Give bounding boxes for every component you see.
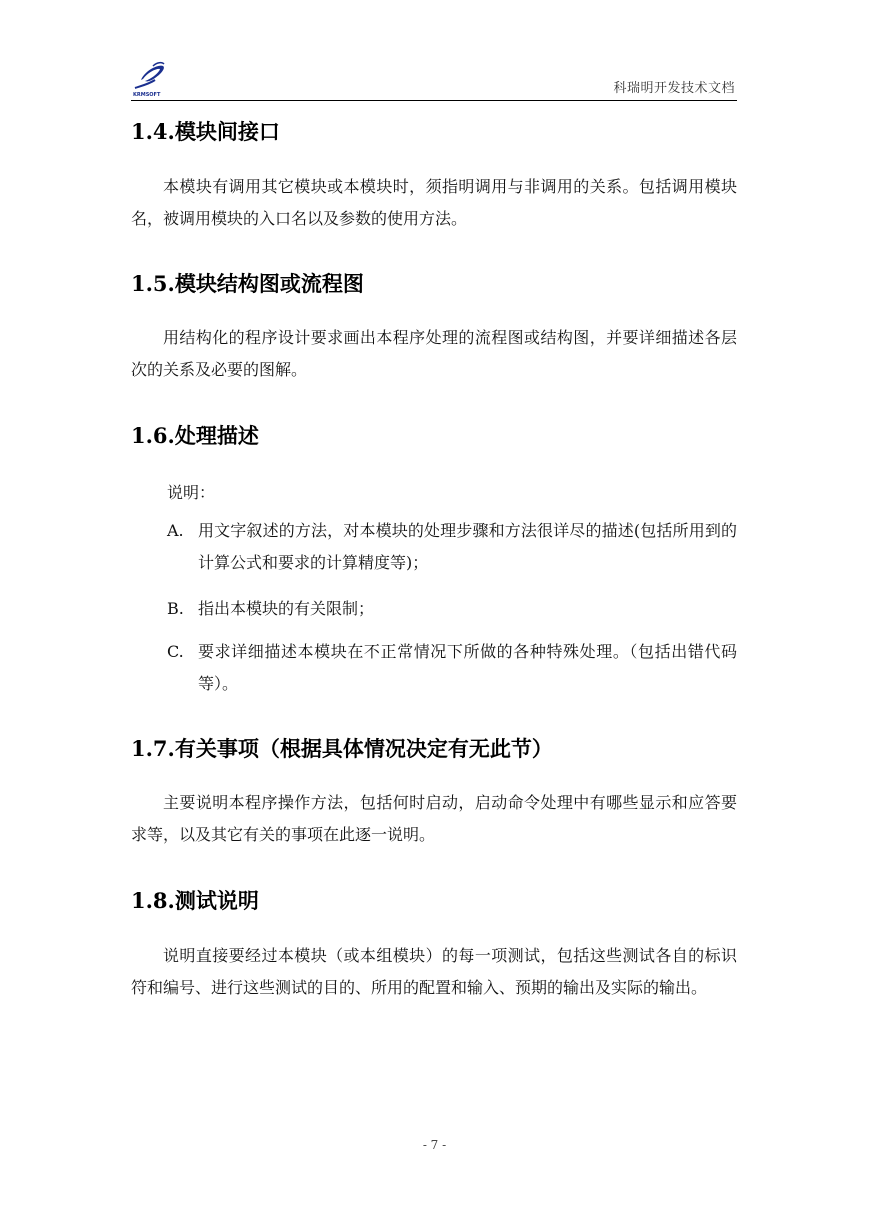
paragraph-1-7: 主要说明本程序操作方法，包括何时启动，启动命令处理中有哪些显示和应答要求等，以及其它有关的事项在此逐一说明。 xyxy=(131,793,737,844)
paragraph-1-5: 用结构化的程序设计要求画出本程序处理的流程图或结构图，并要详细描述各层次的关系及必要的图解。 xyxy=(131,328,737,379)
paragraph-1-8: 说明直接要经过本模块（或本组模块）的每一项测试，包括这些测试各自的标识符和编号、进行这些测试的目的、所用的配置和输入、预期的输出及实际的输出。 xyxy=(131,946,737,997)
page-number: - 7 - xyxy=(422,1138,447,1152)
heading-1-5: 1.5.模块结构图或流程图 xyxy=(131,271,364,296)
paragraph-1-4: 本模块有调用其它模块或本模块时，须指明调用与非调用的关系。包括调用模块名，被调用模块的入口名以及参数的使用方法。 xyxy=(131,177,737,228)
list-marker: B. xyxy=(167,599,184,618)
note-label: 说明： xyxy=(167,483,216,502)
list-marker: C. xyxy=(167,642,184,661)
heading-1-6: 1.6.处理描述 xyxy=(131,423,259,448)
company-logo xyxy=(131,58,171,98)
list-item-b xyxy=(167,593,737,625)
heading-1-4: 1.4.模块间接口 xyxy=(131,119,280,144)
swoosh-logo-icon xyxy=(131,58,171,98)
list-item-a xyxy=(167,515,737,579)
heading-1-7: 1.7.有关事项（根据具体情况决定有无此节） xyxy=(131,736,553,761)
document-title: 科瑞明开发技术文档 xyxy=(613,81,735,96)
list-marker: A. xyxy=(167,521,184,540)
page-header xyxy=(131,58,737,101)
list-text: 用文字叙述的方法，对本模块的处理步骤和方法很详尽的描述(包括所用到的计算公式和要求的计算精度等)； xyxy=(198,521,737,572)
list-item-c xyxy=(167,636,737,700)
list-text: 指出本模块的有关限制； xyxy=(198,599,375,618)
list-text: 要求详细描述本模块在不正常情况下所做的各种特殊处理。（包括出错代码等）。 xyxy=(198,642,737,693)
heading-1-8: 1.8.测试说明 xyxy=(131,888,259,913)
logo-text: KRMSOFT xyxy=(133,92,161,98)
